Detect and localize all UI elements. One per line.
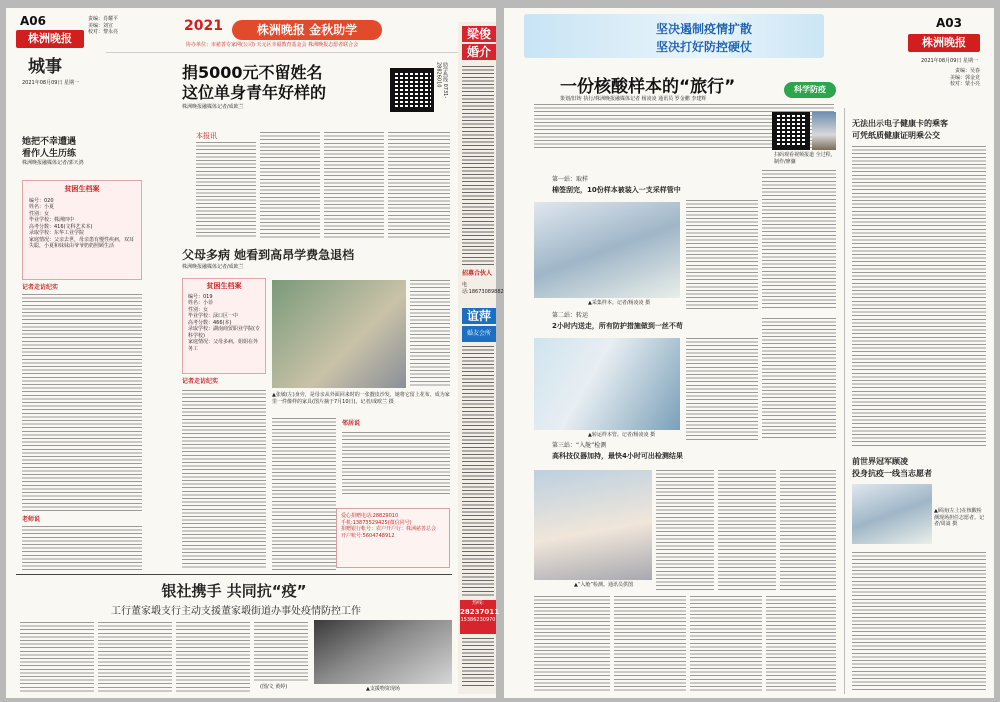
article-column	[766, 596, 836, 692]
profile-title: 贫困生档案	[206, 282, 242, 290]
profile-line: 家庭情况：父亲去世，母亲患有慢性疾病，双耳失聪，小夏和妹妹由爷爷奶奶照顾生活	[29, 236, 135, 249]
hotline-vertical: 助学热线 0731-28826010	[435, 62, 448, 99]
credits: 策划/旧铸 执行/株洲晚报融媒体记者 杨凌凌 通讯员 罗金鹏 李建辉	[560, 96, 707, 102]
profile-line: 录取学校：东华工业学院	[29, 230, 85, 236]
article-column	[762, 170, 836, 310]
profile-title: 贫困生档案	[64, 185, 100, 193]
info-line: 捐赠银行帐号：农户开户行：株洲慈善总会	[341, 526, 437, 532]
article-column	[176, 622, 250, 694]
headline-misfortune-2: 看作人生历练	[22, 149, 77, 159]
article-column	[98, 622, 172, 694]
headline-donation-2: 这位单身青年好样的	[182, 83, 327, 102]
ad-title-yiping-2: 婚友会所	[462, 326, 496, 342]
profile-line: 录取学校：湖南商贸职业学院(专科学校)	[188, 326, 260, 339]
column-rule	[844, 108, 845, 694]
qr-code[interactable]	[390, 68, 434, 112]
photo-transport	[534, 338, 680, 430]
article-column	[686, 200, 758, 310]
lead-label: 本报讯	[196, 132, 217, 140]
qr-caption: 扫码观看视频报道 全过程，制作/廖骧	[774, 152, 836, 165]
article-column	[342, 432, 450, 496]
banner-orgs: 协办单位：市慈善专家网(公司) 天元区幸福教育基金会 株洲晚报志愿者联合会	[186, 42, 359, 48]
left-newspaper-page	[6, 8, 504, 698]
photo-credit: (图/文 黄婷)	[260, 684, 288, 690]
editor-line: 责编：肖耀平	[88, 16, 119, 22]
headline-donation: 捐5000元不留姓名	[182, 63, 323, 82]
article-column	[196, 142, 256, 238]
ad-text	[462, 638, 494, 688]
divider	[106, 52, 466, 53]
article-column	[182, 390, 266, 570]
station-title: 2小时内送走，所有防护措施做到一丝不苟	[552, 322, 683, 330]
article-column	[656, 470, 714, 590]
article-column	[20, 622, 94, 694]
headline-health-card: 无法出示电子健康卡的乘客	[852, 119, 948, 128]
headline-bank: 银社携手 共同抗“疫”	[161, 582, 307, 600]
article-column	[690, 596, 762, 692]
photo-caption: ▲支援物资现场	[366, 686, 400, 692]
banner-title: 株洲晚报 金秋助学	[232, 20, 382, 40]
photo-caption: ▲“入舱”检测。通讯员供图	[574, 582, 634, 588]
profile-line: 毕业学校：渌口区一中	[188, 313, 239, 319]
profile-line: 姓名：小夏	[29, 204, 55, 210]
article-column	[324, 132, 384, 238]
editor-list	[924, 68, 980, 90]
article-column	[22, 526, 142, 570]
ad-hotline-mobile: 15386230970	[460, 616, 496, 623]
ad-hotline-label: 热线:	[472, 600, 484, 606]
byline-tuition: 株洲晚报融媒体记者/成欧兰	[182, 264, 244, 270]
article-column	[272, 418, 336, 570]
headline-tuition: 父母多病 她看到高昂学费急退档	[182, 248, 355, 262]
headline-misfortune: 她把不幸遭遇	[22, 137, 77, 147]
photo-lab	[534, 470, 652, 580]
headline-volunteer-2: 投身抗疫一线当志愿者	[852, 469, 932, 478]
photo-supplies	[314, 620, 452, 684]
issue-date: 2021年08月09日 星期一	[920, 58, 978, 64]
editor-line: 校对：黎永亮	[88, 29, 119, 35]
photo-caption: ▲顾凌(左上)在核酸检测现场担任志愿者。记者/周嵩 摄	[934, 508, 985, 527]
info-line: 开户账号:5604748912	[341, 532, 395, 539]
article-column	[254, 622, 308, 682]
notes-title: 记者走访纪实	[22, 284, 59, 291]
subhead-bank: 工行董家塅支行主动支援董家塅街道办事处疫情防控工作	[111, 606, 361, 617]
banner-line-1: 坚决遏制疫情扩散	[655, 22, 752, 36]
editor-line: 美编：郭金竞	[949, 74, 980, 81]
station-label: 第三站：“入舱”检测	[552, 442, 607, 449]
page-number: A03	[936, 16, 962, 30]
profile-line: 高考分数：466(本)	[188, 319, 232, 326]
main-headline: 一份核酸样本的“旅行”	[560, 77, 736, 97]
info-line: 手机:13873529425(微信同号)	[341, 519, 412, 526]
ad-phone: 电话:18673089882	[462, 282, 504, 295]
donation-info-box	[336, 508, 450, 568]
article-column	[22, 294, 142, 512]
editor-line: 校对：蒙小亮	[949, 81, 980, 87]
profile-line: 姓名：小菲	[188, 300, 214, 306]
ad-title-liangjun: 梁俊	[462, 26, 496, 42]
article-column	[852, 146, 986, 446]
headline-health-card-2: 可凭纸质健康证明乘公交	[852, 131, 940, 140]
station-label: 第一站：取样	[552, 176, 589, 183]
ad-hotline-number: 28237011	[460, 607, 499, 616]
profile-line: 编号：020	[29, 197, 54, 204]
station-title: 棉签刮完，10份样本被装入一支采样管中	[552, 186, 681, 194]
editor-line: 责编：吴春	[954, 68, 980, 74]
article-column	[388, 132, 450, 238]
byline-misfortune: 株洲晚报融媒体记者/郭天鸿	[22, 160, 84, 166]
brand-logo: 株洲晚报	[908, 34, 980, 52]
headline-volunteer: 前世界冠军顾凌	[852, 457, 908, 466]
science-tag: 科学防疫	[784, 82, 836, 98]
article-column	[852, 552, 986, 692]
photo-sampling	[534, 202, 680, 298]
qr-logo-image	[812, 112, 836, 150]
photo-caption: ▲采集样本。记者/杨凌凌 摄	[588, 300, 651, 306]
editor-list	[88, 16, 128, 42]
article-column	[686, 338, 758, 440]
profile-line: 性别：女	[188, 306, 209, 313]
article-column	[780, 470, 836, 590]
station-title: 高科技仪器加持，最快4小时可出检测结果	[552, 452, 683, 460]
page-number: A06	[20, 14, 46, 28]
profile-line: 家庭情况：父母多病，姐姐在外务工	[188, 339, 259, 352]
byline-donation: 株洲晚报融媒体记者/成欧兰	[182, 104, 244, 110]
qr-code[interactable]	[772, 112, 810, 150]
banner-line-2: 坚决打好防控硬仗	[655, 40, 752, 54]
article-column	[410, 280, 450, 388]
right-newspaper-page	[504, 8, 994, 698]
ad-title-yiping: 谊萍	[462, 308, 496, 324]
article-column	[718, 470, 776, 590]
article-column	[762, 318, 836, 440]
ad-hotline-box	[460, 600, 499, 634]
teacher-title: 老师说	[22, 516, 41, 523]
issue-date: 2021年08月09日 星期一	[22, 80, 80, 86]
brand-logo: 株洲晚报	[16, 30, 84, 48]
neighbor-title: 邻居说	[342, 420, 361, 427]
profile-line: 高考分数：416(文科艺术本)	[29, 223, 93, 230]
article-column	[260, 132, 320, 238]
station-label: 第二站：转运	[552, 312, 589, 319]
profile-box-019	[182, 278, 266, 374]
profile-line: 毕业学校：株洲四中	[29, 217, 75, 223]
section-title: 城事	[28, 57, 62, 77]
divider	[16, 574, 452, 575]
banner-year: 2021	[184, 18, 223, 34]
photo-caption: ▲张敏(左)身旁，是母亲从外面回来时的一张靓皮沙发，她将它留上花布，成为家里一件像样的家具(图片摘于7月10日)。记者/成欧兰 摄	[272, 392, 450, 405]
article-column	[534, 596, 610, 692]
ad-title-liangjun-2: 婚介	[462, 44, 496, 60]
profile-line: 编号：019	[188, 293, 213, 300]
photo-caption: ▲转运样本管。记者/杨凌凌 摄	[588, 432, 656, 438]
info-line: 爱心捐赠电话:28829010	[341, 513, 399, 519]
ad-partner: 招募合伙人	[462, 270, 493, 277]
photo-volunteer	[852, 484, 932, 544]
photo-family	[272, 280, 406, 388]
article-column	[614, 596, 686, 692]
editor-line: 美编：刘宣	[88, 22, 114, 29]
ad-text	[462, 346, 494, 596]
ad-text	[462, 66, 494, 266]
profile-box-020	[22, 180, 142, 280]
notes-title-2: 记者走访纪实	[182, 378, 219, 385]
profile-line: 性别：女	[29, 210, 50, 217]
